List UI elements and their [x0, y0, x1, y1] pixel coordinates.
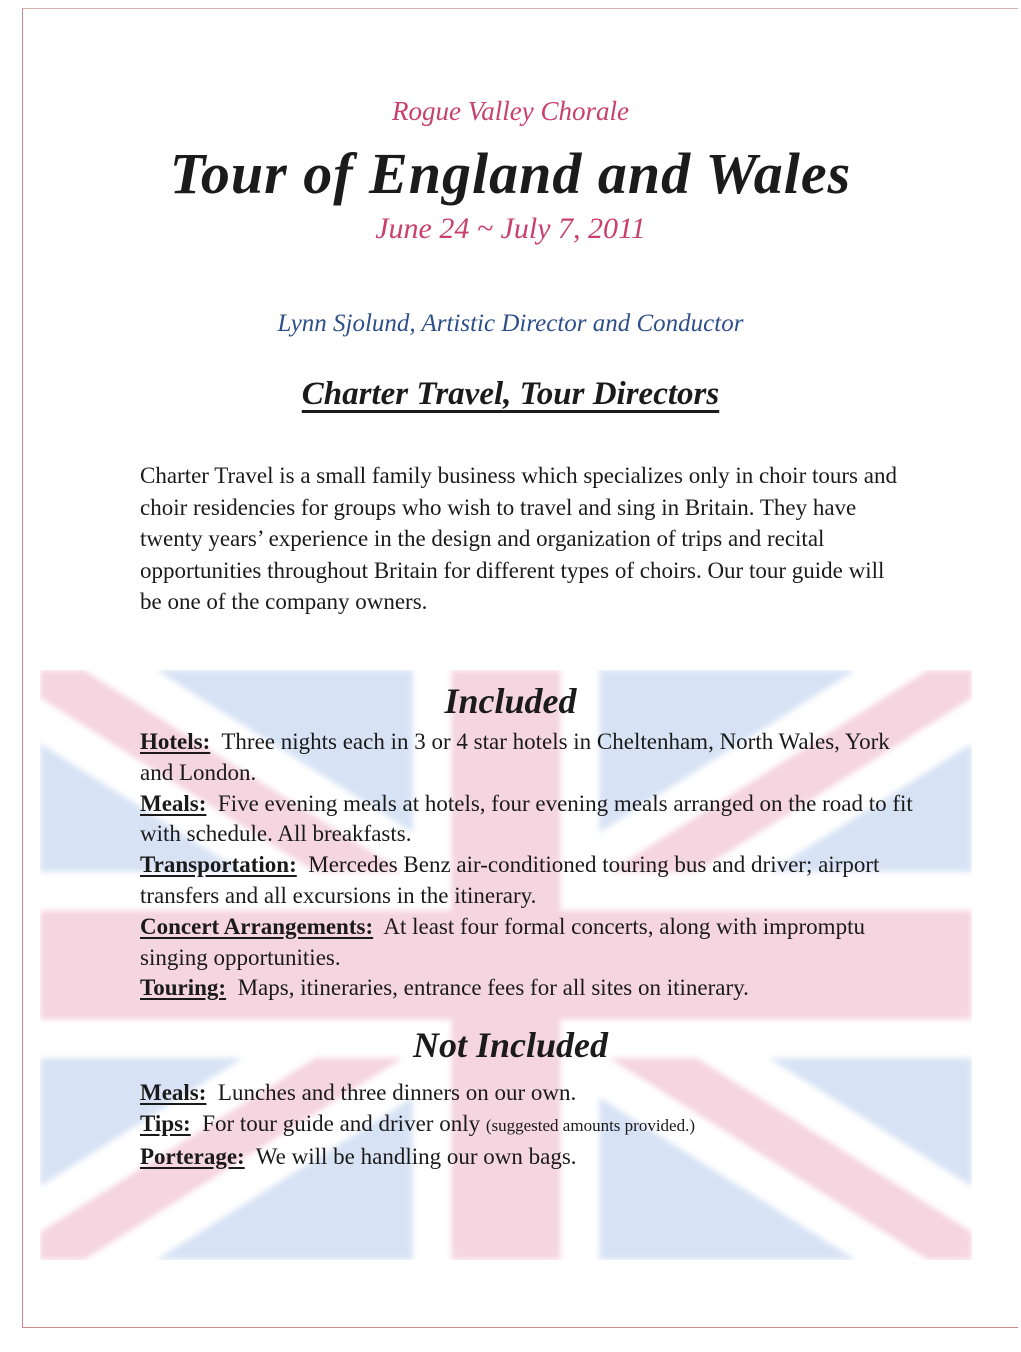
company-heading: Charter Travel, Tour Directors [301, 376, 720, 412]
list-item [140, 973, 920, 1004]
company-description: Charter Travel is a small family business which specializes only in choir tours and choir residencies for groups who wish to travel and sing in Britain. They have twenty years’ experience in the design and organization of trips and recital opportunities throughout Britain for different types of choirs. Our tour guide will be one of the company owners. [140, 463, 897, 615]
list-item [140, 789, 920, 851]
included-list [140, 727, 920, 1004]
item-note: (suggested amounts provided.) [485, 1115, 695, 1135]
tour-dates: June 24 ~ July 7, 2011 [375, 212, 646, 245]
item-label: Transportation: [140, 852, 297, 878]
not-included-heading: Not Included [412, 1025, 608, 1065]
list-item [140, 850, 920, 912]
item-label: Concert Arrangements: [140, 913, 374, 939]
item-label: Meals: [140, 1080, 207, 1105]
item-text: For tour guide and driver only [202, 1110, 481, 1136]
item-label: Meals: [140, 790, 207, 816]
item-text: Five evening meals at hotels, four evening meals arranged on the road to fit with schedule. All breakfasts. [140, 790, 913, 847]
included-heading: Included [444, 681, 577, 721]
list-item [140, 727, 920, 789]
item-label: Porterage: [140, 1143, 245, 1169]
org-name: Rogue Valley Chorale [392, 96, 629, 126]
item-label: Tips: [140, 1110, 191, 1136]
list-item [140, 912, 920, 974]
item-label: Touring: [140, 975, 227, 1001]
list-item [140, 1109, 920, 1142]
item-text: Three nights each in 3 or 4 star hotels in Cheltenham, North Wales, York and London. [140, 729, 890, 785]
item-text: At least four formal concerts, along with impromptu singing opportunities. [140, 913, 865, 970]
item-text: Maps, itineraries, entrance fees for all sites on itinerary. [237, 975, 749, 1001]
item-label: Hotels: [140, 729, 211, 754]
list-item [140, 1142, 920, 1173]
not-included-list [140, 1078, 920, 1172]
list-item [140, 1078, 920, 1109]
page-title: Tour of England and Wales [169, 141, 852, 206]
director-credit: Lynn Sjolund, Artistic Director and Conductor [277, 310, 744, 337]
item-text: Lunches and three dinners on our own. [217, 1080, 577, 1105]
item-text: Mercedes Benz air-conditioned touring bus and driver; airport transfers and all excursions in the itinerary. [140, 852, 880, 908]
item-text: We will be handling our own bags. [255, 1143, 577, 1169]
